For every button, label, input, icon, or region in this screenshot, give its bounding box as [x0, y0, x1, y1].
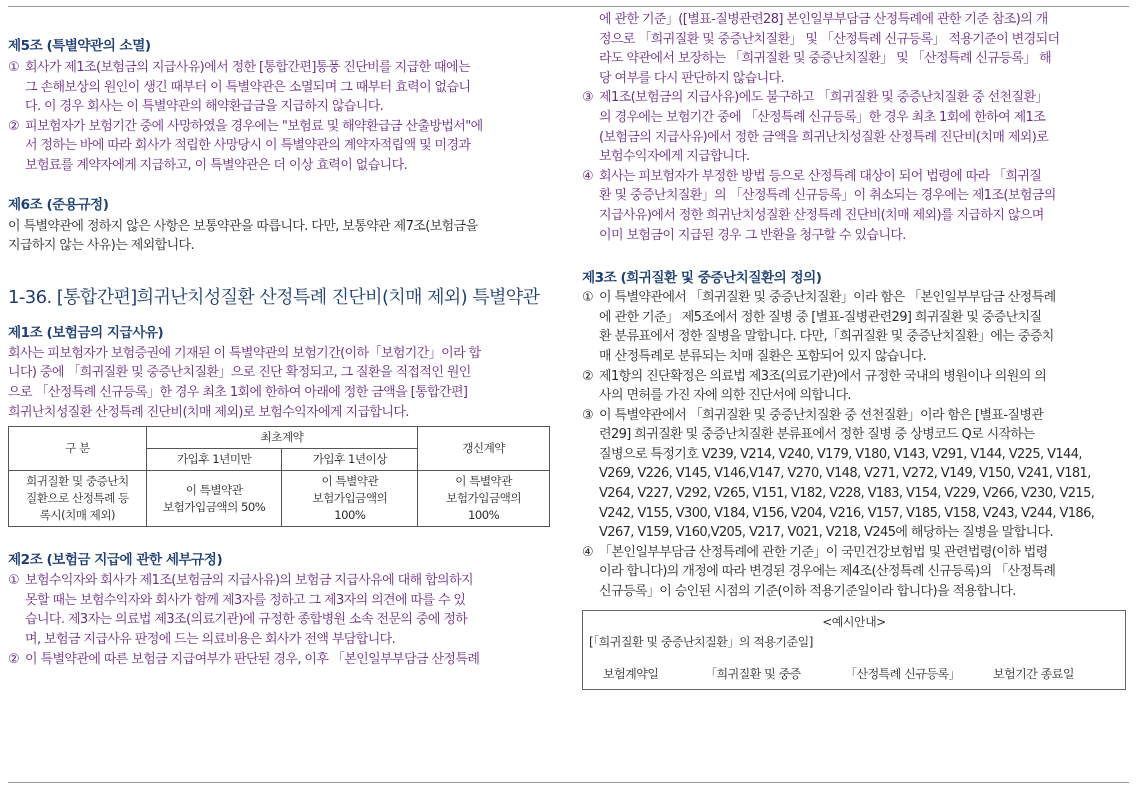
text-line: 보험수익자와 회사가 제1조(보험금의 지급사유)의 보험금 지급사유에 대해 합의하지 — [25, 573, 473, 589]
text-line: 당 여부를 다시 판단하지 않습니다. — [599, 70, 785, 86]
text-line: 며, 보험금 지급사유 판정에 드는 의료비용은 회사가 전액 부담합니다. — [25, 631, 396, 647]
table-header-first-contract: 최초계약 — [146, 427, 417, 449]
text-line: 회사가 제1조(보험금의 지급사유)에서 정한 [통합간편]통풍 진단비를 지급한 때에는 — [25, 60, 470, 75]
text-line: 으로 「산정특례 신규등록」한 경우 최초 1회에 한하여 아래에 정한 금액을 [통합간편] — [8, 384, 468, 400]
item-number: ② — [582, 368, 594, 384]
timeline-end-date: 보험기간 종료일 — [993, 666, 1074, 681]
text-line: 희귀난치성질환 산정특례 진단비(치매 제외)로 보험수익자에게 지급합니다. — [8, 404, 409, 420]
article-2-body — [8, 571, 556, 669]
item-number: ① — [8, 573, 20, 589]
text-line: 습니다. 제3자는 의료법 제3조(의료기관)에 규정한 종합병원 소속 전문의 중에 정하 — [25, 612, 468, 628]
table-row-label — [9, 471, 147, 527]
cell-line: 100% — [468, 508, 500, 523]
text-line: 매 산정특례로 분류되는 치매 질환은 포함되어 있지 않습니다. — [599, 348, 927, 364]
text-line: 이 특별약관에 따른 보험금 지급여부가 판단된 경우, 이후 「본인일부부담금 산정특례 — [25, 651, 480, 667]
cell-line: 보험가입금액의 — [446, 491, 522, 506]
example-caption: <예시안내> — [822, 614, 886, 629]
text-line: 회사는 피보험자가 부정한 방법 등으로 산정특례 대상이 되어 법령에 따라 「희귀질 — [599, 168, 1042, 184]
text-line: 이미 보험금이 지급된 경우 그 반환을 청구할 수 있습니다. — [599, 227, 906, 243]
timeline-registration: 「산정특례 신규등록」 — [845, 666, 961, 681]
article-2-item-3 — [582, 88, 1130, 166]
text-line: V264, V227, V292, V265, V151, V182, V228, V183, V154, V229, V266, V230, V215, — [599, 486, 1095, 502]
table-cell-over-1-year — [282, 471, 418, 527]
text-line: 지급사유)에서 정한 희귀난치성질환 산정특례 진단비(치매 제외)를 지급하지 않으며 — [599, 207, 1044, 223]
article-6-body — [8, 217, 556, 256]
text-line: 「본인일부부담금 산정특례에 관한 기준」이 국민건강보험법 및 관련법령(이하 법령 — [599, 544, 1048, 560]
article-5-heading: 제5조 (특별약관의 소멸) — [8, 38, 151, 54]
article-2-continuation — [582, 10, 1130, 88]
text-line: 회사는 피보험자가 보험증권에 기재된 이 특별약관의 보험기간(이하「보험기간」이라 합 — [8, 345, 481, 361]
article-5-item-1 — [8, 58, 556, 117]
text-line: 이 특별약관에서 「희귀질환 및 중증난치질환」이라 함은 「본인일부부담금 산정특례 — [599, 290, 1056, 306]
cell-line: 보험가입금액의 — [312, 491, 388, 506]
right-column — [582, 10, 1130, 690]
text-line: 환 및 중증난치질환」의 「산정특례 신규등록」이 취소되는 경우에는 제1조(보험금의 — [599, 188, 1056, 204]
text-line: 사의 면허를 가진 자에 의한 진단서에 의합니다. — [599, 388, 851, 404]
article-3-body — [582, 288, 1130, 602]
article-2-heading: 제2조 (보험금 지급에 관한 세부규정) — [8, 552, 223, 569]
bottom-rule — [8, 782, 1129, 783]
timeline-diagnosis: 「희귀질환 및 중증 — [705, 666, 801, 681]
item-number: ① — [582, 290, 594, 306]
text-line: 그 손해보상의 원인이 생긴 때부터 이 특별약관은 소멸되며 그 때부터 효력이 없습니 — [25, 79, 471, 95]
example-timeline — [583, 665, 1125, 683]
text-line: 신규등록」이 승인된 시점의 기준(이하 적용기준일이라 합니다)을 적용합니다. — [599, 584, 1016, 600]
text-line: V269, V226, V145, V146,V147, V270, V148, V271, V272, V149, V150, V241, V181, — [599, 466, 1091, 482]
text-line: 제1항의 진단확정은 의료법 제3조(의료기관)에서 규정한 국내의 병원이나 의원의 의 — [599, 368, 1047, 384]
cell-line: 100% — [334, 508, 366, 523]
timeline-contract-date: 보험계약일 — [603, 666, 659, 681]
text-line: V242, V155, V300, V184, V156, V204, V216, V157, V185, V158, V243, V244, V186, — [599, 505, 1095, 521]
section-title: 1-36. [통합간편]희귀난치성질환 산정특례 진단비(치매 제외) 특별약관 — [8, 286, 540, 308]
coverage-table — [8, 426, 550, 527]
table-header-type: 구 분 — [9, 427, 147, 471]
article-2-item-1 — [8, 571, 556, 649]
text-line: 니다) 중에 「희귀질환 및 중증난치질환」으로 진단 확정되고, 그 질환을 직접적인 원인 — [8, 365, 471, 381]
item-number: ③ — [582, 90, 594, 106]
cell-line: 질환으로 산정특례 등 — [26, 491, 129, 506]
top-rule — [8, 6, 1129, 7]
text-line: 라도 약관에서 보장하는 「희귀질환 및 중증난치질환」 및 「산정특례 신규등록」 해 — [599, 51, 1052, 67]
article-3-item-4 — [582, 543, 1130, 602]
left-column — [8, 10, 556, 669]
text-line: 피보험자가 보험기간 중에 사망하였을 경우에는 "보험료 및 해약환급금 산출방법서"에 — [25, 118, 483, 134]
text-line: 보험수익자에게 지급합니다. — [599, 149, 750, 165]
table-row — [9, 471, 550, 527]
article-3-heading: 제3조 (희귀질환 및 중증난치질환의 정의) — [582, 270, 822, 287]
text-line: 환 분류표에서 정한 질병을 말합니다. 다만,「희귀질환 및 중증난치질환」에는 중증치 — [599, 329, 1054, 345]
cell-line: 이 특별약관 — [455, 474, 512, 489]
text-line: 정으로 「희귀질환 및 중증난치질환」 및 「산정특례 신규등록」 적용기준이 변경되더 — [599, 31, 1060, 47]
article-2-more-items — [582, 88, 1130, 245]
article-3-item-3 — [582, 406, 1130, 543]
text-line: 서 정하는 바에 따라 회사가 적립한 사망당시 이 특별약관의 계약자적립액 및 미경과 — [25, 138, 471, 154]
cell-line: 희귀질환 및 중증난치 — [26, 474, 129, 489]
article-3-item-1 — [582, 288, 1130, 366]
article-2-item-2 — [8, 650, 556, 670]
article-2-item-4 — [582, 167, 1130, 245]
text-line: 제1조(보험금의 지급사유)에도 불구하고 「희귀질환 및 중증난치질환 중 선천질환」 — [599, 90, 1048, 106]
cell-line: 이 특별약관 — [185, 482, 243, 497]
table-cell-renewal — [418, 471, 550, 527]
article-6-heading: 제6조 (준용규정) — [8, 196, 109, 213]
text-line: 지급하지 않는 사유)는 제외합니다. — [8, 238, 195, 254]
item-number: ④ — [582, 544, 594, 560]
item-number: ② — [8, 651, 20, 667]
example-box — [582, 610, 1126, 690]
article-5-item-2 — [8, 117, 556, 176]
text-line: 의 경우에는 보험기간 중에 「산정특례 신규등록」한 경우 최초 1회에 한하여 제1조 — [599, 109, 1046, 125]
text-line: 이 특별약관에서 「희귀질환 및 중증난치질환 중 선천질환」이라 함은 [별표-질병관 — [599, 407, 1044, 423]
table-header-over-1-year: 가입후 1년이상 — [282, 449, 418, 471]
article-1-heading: 제1조 (보험금의 지급사유) — [8, 324, 164, 341]
item-number: ③ — [582, 407, 594, 423]
text-line: 에 관한 기준」 제5조에서 정한 질병 중 [별표-질병관련29] 희귀질환 및 중증난치질 — [599, 309, 1042, 325]
table-cell-under-1-year — [146, 471, 282, 527]
text-line: 이 특별약관에 정하지 않은 사항은 보통약관을 따릅니다. 다만, 보통약관 제7조(보험금을 — [8, 218, 478, 234]
cell-line: 이 특별약관 — [321, 474, 379, 489]
item-number: ② — [8, 118, 20, 134]
cell-line: 록시(치매 제외) — [39, 508, 116, 523]
text-line: 에 관한 기준」([별표-질병관련28] 본인일부부담금 산정특례에 관한 기준 참조)의 개 — [599, 12, 1048, 27]
article-3-item-2 — [582, 367, 1130, 406]
text-line: V267, V159, V160,V205, V217, V021, V218, V245에 해당하는 질병을 말합니다. — [599, 525, 1053, 541]
table-header-under-1-year: 가입후 1년미만 — [146, 449, 282, 471]
text-line: (보험금의 지급사유)에서 정한 금액을 희귀난치성질환 산정특례 진단비(치매 제외)로 — [599, 129, 1049, 145]
text-line: 다. 이 경우 회사는 이 특별약관의 해약환급금을 지급하지 않습니다. — [25, 99, 384, 115]
text-line: 못할 때는 보험수익자와 회사가 함께 제3자를 정하고 그 제3자의 의견에 따를 수 있 — [25, 592, 466, 608]
text-line: 보험료를 계약자에게 지급하고, 이 특별약관은 더 이상 효력이 없습니다. — [25, 157, 408, 173]
item-number: ① — [8, 60, 20, 75]
table-header-renewal: 갱신계약 — [418, 427, 550, 471]
example-subtitle: [「희귀질환 및 중증난치질환」의 적용기준일] — [589, 634, 813, 649]
text-line: 련29] 희귀질환 및 중증난치질환 분류표에서 정한 질병 중 상병코드 Q로 시작하는 — [599, 427, 1035, 443]
article-1-body — [8, 344, 556, 422]
item-number: ④ — [582, 168, 594, 184]
text-line: 질병으로 특정기호 V239, V214, V240, V179, V180, V143, V291, V144, V225, V144, — [599, 446, 1082, 462]
cell-line: 보험가입금액의 50% — [162, 499, 266, 514]
text-line: 이라 합니다)의 개정에 따라 변경된 경우에는 제4조(산정특례 신규등록)의 「산정특례 — [599, 564, 1056, 580]
article-5-body — [8, 58, 556, 176]
